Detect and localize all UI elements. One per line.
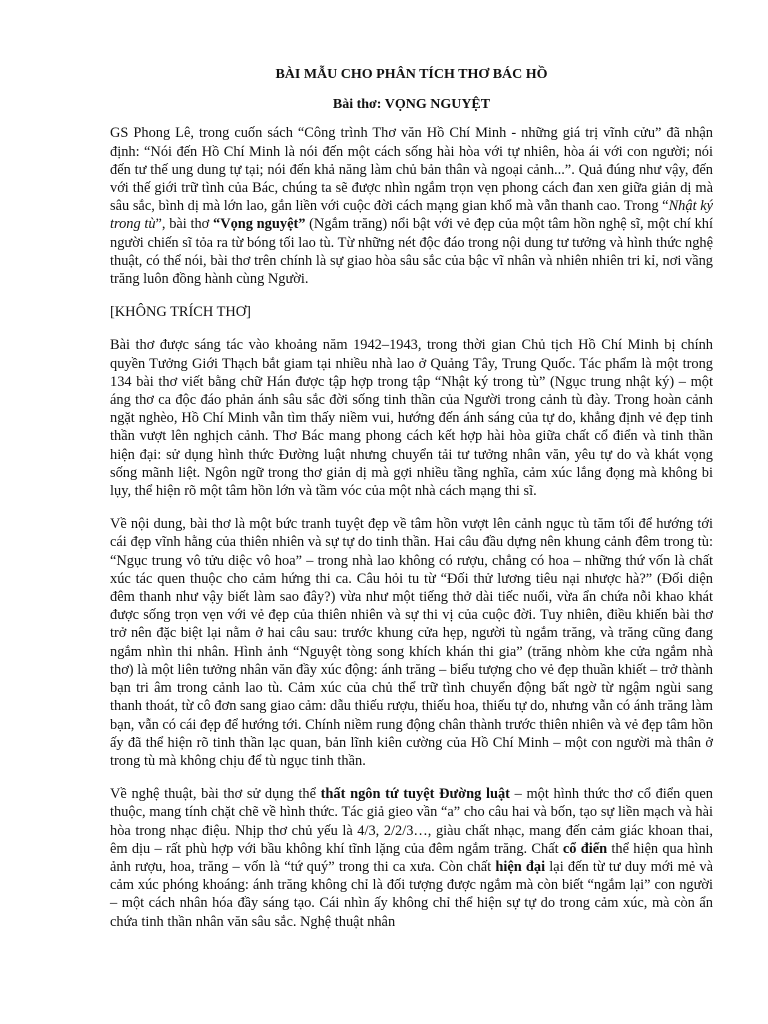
art-bold-2: cổ điển bbox=[562, 840, 608, 857]
art-text-3: thể hiện qua hình ảnh rượu, hoa, trăng – vốn là “tứ quý” trong thi ca xưa. Còn chất bbox=[110, 840, 713, 875]
intro-text-1: GS Phong Lê, trong cuốn sách “Công trình Thơ văn Hồ Chí Minh - những giá trị vĩnh cửu” đã nhận định: “Nói đến Hồ Chí Minh là nói đến một cách sống hài hòa với tự nhiên, hòa ái với con người; nói đến tư thế ung dung tự tại; nói đến khả năng làm chủ bản thân và ngoại cảnh...”. Quả đúng như vậy, đến với thế giới trữ tình của Bác, chúng ta sẽ được nhìn ngắm trọn vẹn phong cách đan xen giữa giản dị mà sâu sắc, bình dị mà lớn lao, gắn liền với cuộc đời cách mạng gian khổ mà vẫn thanh cao. Trong “ bbox=[110, 125, 713, 215]
document-page bbox=[110, 66, 713, 946]
intro-text-3: (Ngắm trăng) nổi bật với vẻ đẹp của một tâm hồn nghệ sĩ, một chí khí người chiến sĩ tỏa ra từ bóng tối lao tù. Từ những nét độc đáo trong nội dung tư tưởng và hình thức nghệ thuật, có thể nói, bài thơ trên chính là sự giao hòa sâu sắc của bậc vĩ nhân và nhiên nhiên tri kỉ, nơi vầng trăng luôn đồng hành cùng Người. bbox=[110, 216, 713, 288]
document-subtitle: Bài thơ: VỌNG NGUYỆT bbox=[332, 97, 491, 113]
intro-bold-title: “Vọng nguyệt” bbox=[213, 216, 306, 233]
art-text-4: lại đến từ tư duy mới mẻ và cảm xúc phóng khoáng: ánh trăng không chỉ là đối tượng được ngắm mà còn biết “ngắm lại” con người – một cách nhân hóa đầy sáng tạo. Cái nhìn ấy không chỉ thể hiện sự tự do trong cảm xúc, mà còn ẩn chứa tinh thần nhân văn sâu sắc. Nghệ thuật nhân bbox=[110, 858, 714, 930]
intro-text-2: ”, bài thơ bbox=[155, 216, 213, 233]
art-bold-1: thất ngôn tứ tuyệt Đường luật bbox=[320, 786, 510, 803]
intro-italic-title: Nhật ký trong tù bbox=[110, 198, 713, 233]
intro-paragraph bbox=[110, 124, 713, 288]
art-text-1: Về nghệ thuật, bài thơ sử dụng thể bbox=[110, 786, 321, 803]
context-paragraph: Bài thơ được sáng tác vào khoảng năm 1942–1943, trong thời gian Chủ tịch Hồ Chí Minh bị chính quyền Tưởng Giới Thạch bắt giam tại nhiều nhà lao ở Quảng Tây, Trung Quốc. Tác phẩm là một trong 134 bài thơ viết bằng chữ Hán được tập hợp trong tập “Nhật ký trong tù” (Ngục trung nhật ký) – một áng thơ ca độc đáo phản ánh sâu sắc đời sống tinh thần của Người trong cảnh tù đày. Trong hoàn cảnh ngặt nghèo, Hồ Chí Minh vẫn tìm thấy niềm vui, hướng đến ánh sáng của tự do, khẳng định vẻ đẹp tinh thần vượt lên nghịch cảnh. Thơ Bác mang phong cách kết hợp hài hòa giữa chất cổ điển và tinh thần hiện đại: sử dụng hình thức Đường luật nhưng chuyển tải tư tưởng nhân văn, yêu tự do và khát vọng sống mãnh liệt. Ngôn ngữ trong thơ giản dị mà gợi nhiều tầng nghĩa, cảm xúc lắng đọng mà không bi lụy, thể hiện rõ một tâm hồn lớn và tầm vóc của một nhà cách mạng thi sĩ. bbox=[110, 337, 713, 500]
art-text-2: – một hình thức thơ cổ điển quen thuộc, mang tính chặt chẽ về hình thức. Tác giả gieo vần “a” cho câu hai và bốn, tạo sự liền mạch và hài hòa trong nhạc điệu. Nhịp thơ chủ yếu là 4/3, 2/2/3…, giàu chất nhạc, mang đến cảm giác khoan thai, êm dịu – rất phù hợp với bầu không khí tĩnh lặng của đêm ngắm trăng. Chất bbox=[110, 786, 713, 857]
art-paragraph bbox=[110, 785, 713, 931]
document-title: BÀI MẪU CHO PHÂN TÍCH THƠ BÁC HỒ bbox=[275, 67, 548, 82]
placeholder-paragraph: [KHÔNG TRÍCH THƠ] bbox=[110, 304, 251, 321]
art-bold-3: hiện đại bbox=[495, 858, 546, 875]
content-paragraph: Về nội dung, bài thơ là một bức tranh tuyệt đẹp về tâm hồn vượt lên cảnh ngục tù tăm tối để hướng tới cái đẹp vĩnh hằng của thiên nhiên và sự tự do tinh thần. Hai câu đầu dựng nên khung cảnh đêm trong tù: “Ngục trung vô tửu diệc vô hoa” – trong nhà lao không có rượu, chẳng có hoa – những thứ vốn là chất xúc tác quen thuộc cho cảm hứng thi ca. Câu hỏi tu từ “Đối thử lương tiêu nại nhược hà?” (Đối diện đêm thanh như vậy biết làm sao đây?) vừa như một tiếng thở dài tiếc nuối, vừa ẩn chứa nỗi khao khát được sống trọn vẹn với vẻ đẹp của thiên nhiên và sự thi vị của cuộc đời. Tuy nhiên, điều khiến bài thơ trở nên đặc biệt lại nằm ở hai câu sau: trước khung cửa hẹp, người tù ngắm trăng, và trăng cũng đang ngắm nhìn thi nhân. Hình ảnh “Nguyệt tòng song khích khán thi gia” (trăng nhòm khe cửa ngắm nhà thơ) là một liên tưởng nhân văn đầy xúc động: ánh trăng – biểu tượng cho vẻ đẹp thuần khiết – trở thành bạn tri âm trong cảnh lao tù. Cảm xúc của chủ thể trữ tình chuyển động bất ngờ từ ngậm ngùi sang thanh thoát, từ cô đơn sang giao cảm: dẫu thiếu rượu, thiếu hoa, thiếu tự do, nhưng vẫn có ánh trăng làm bạn, vẫn có cái đẹp để hướng tới. Chính niềm rung động chân thành trước thiên nhiên và vẻ đẹp tâm hồn ấy đã thể hiện rõ tinh thần lạc quan, bản lĩnh kiên cường của Hồ Chí Minh – một con người mà thân ở trong tù mà không chịu để tù ngục tinh thần. bbox=[110, 516, 713, 769]
